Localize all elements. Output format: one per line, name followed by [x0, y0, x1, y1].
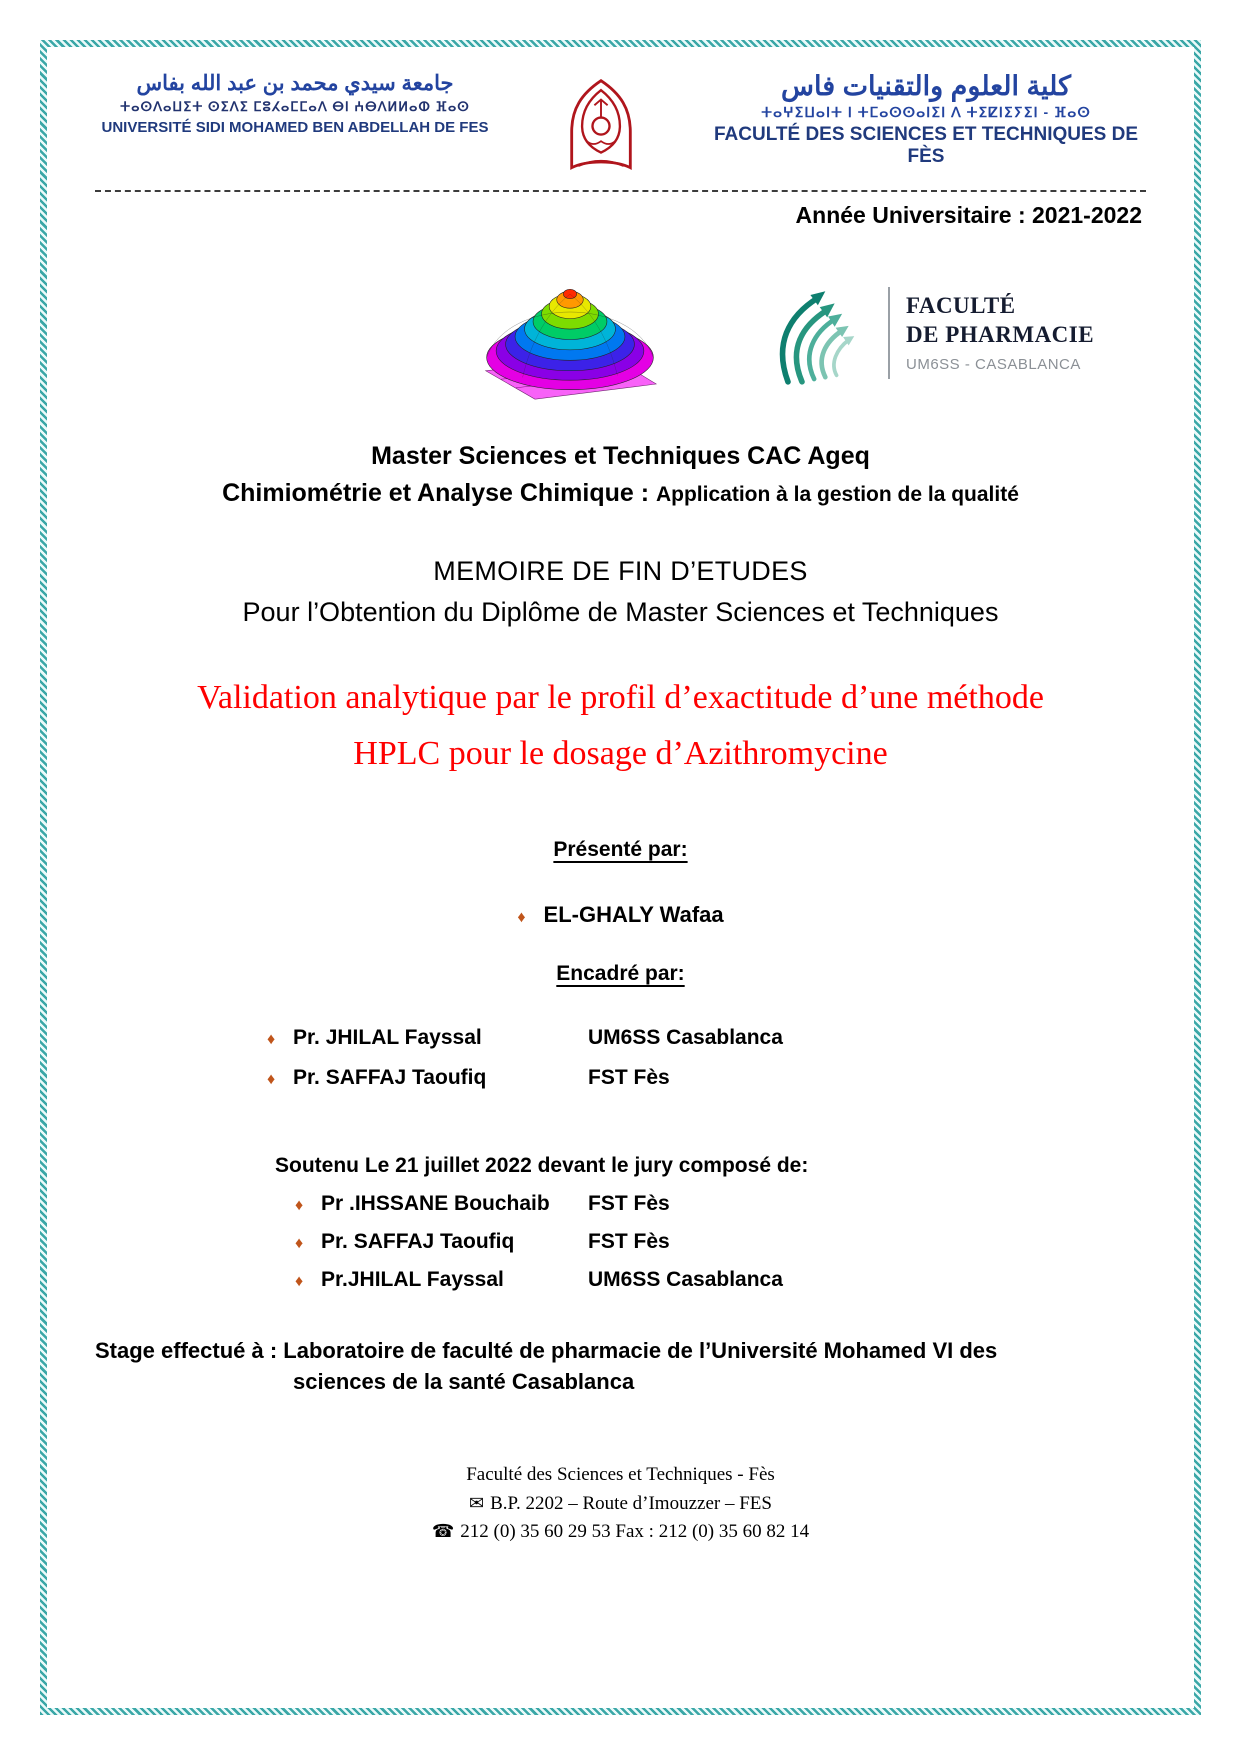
thesis-title-line1: Validation analytique par le profil d’exactitude d’une méthode — [197, 679, 1044, 716]
pharmacy-name-line3: UM6SS - CASABLANCA — [906, 356, 1081, 374]
cover-page — [49, 47, 1192, 1571]
pharmacy-logo-divider — [888, 287, 890, 379]
logos-row — [480, 255, 1146, 410]
jury-member-affiliation: UM6SS Casablanca — [588, 1268, 783, 1292]
diamond-bullet-icon: ♦ — [267, 1031, 276, 1049]
university-name-french: UNIVERSITÉ SIDI MOHAMED BEN ABDELLAH DE FES — [101, 119, 489, 136]
faculty-block-right — [706, 71, 1146, 168]
supervisor-affiliation: FST Fès — [588, 1066, 670, 1090]
pharmacy-logo-text — [906, 292, 1094, 374]
jury-member-name: Pr.JHILAL Fayssal — [321, 1268, 504, 1292]
pharmacy-logo — [760, 273, 1094, 393]
thesis-title-line2: HPLC pour le dosage d’Azithromycine — [353, 735, 888, 773]
diamond-bullet-icon: ♦ — [295, 1235, 304, 1253]
faculty-name-tifinagh: ⵜⴰⵖⵉⵡⴰⵏⵜ ⵏ ⵜⵎⴰⵙⵙⴰⵏⵉⵏ ⴷ ⵜⵉⵇⵏⵉⵢⵉⵏ - ⴼⴰⵙ — [761, 104, 1091, 120]
student-name: EL-GHALY Wafaa — [543, 902, 724, 928]
jury-list — [295, 1192, 1146, 1292]
diamond-bullet-icon: ♦ — [295, 1197, 304, 1215]
program-application: Application à la gestion de la qualité — [655, 483, 1019, 506]
supervised-by-heading: Encadré par: — [556, 962, 685, 986]
supervisor-name: Pr. SAFFAJ Taoufiq — [293, 1066, 487, 1090]
program-specialty: Chimiométrie et Analyse Chimique : — [222, 479, 656, 507]
internship-note-line2: sciences de la santé Casablanca — [293, 1369, 635, 1395]
footer-postal-line — [95, 1490, 1146, 1519]
jury-member-name: Pr .IHSSANE Bouchaib — [321, 1192, 550, 1216]
pharmacy-arrows-icon — [760, 273, 872, 393]
diamond-bullet-icon: ♦ — [267, 1071, 276, 1089]
mail-icon: ✉ — [469, 1492, 485, 1513]
supervised-by-section — [95, 962, 1146, 986]
jury-member-affiliation: FST Fès — [588, 1192, 670, 1216]
jury-member-name: Pr. SAFFAJ Taoufiq — [321, 1230, 515, 1254]
diamond-bullet-icon: ♦ — [517, 909, 526, 927]
faculty-name-french: FACULTÉ DES SCIENCES ET TECHNIQUES DE FÈS — [713, 124, 1139, 167]
supervisors-list — [267, 1026, 1146, 1090]
master-program-subtitle — [95, 479, 1146, 508]
surface-plot-image — [480, 255, 660, 410]
footer-phone-line — [95, 1518, 1146, 1547]
presented-by-section — [95, 838, 1146, 862]
university-emblem-icon — [557, 75, 645, 184]
footer-postal-address: B.P. 2202 – Route d’Imouzzer – FES — [490, 1492, 772, 1514]
memoire-subheading: Pour l’Obtention du Diplôme de Master Sciences et Techniques — [242, 597, 999, 627]
student-name-row — [95, 902, 1146, 928]
university-header — [95, 71, 1146, 184]
academic-year: Année Universitaire : 2021-2022 — [795, 202, 1142, 228]
university-block-left — [95, 71, 495, 136]
memoire-heading: MEMOIRE DE FIN D’ETUDES — [433, 556, 808, 586]
footer-address — [95, 1461, 1146, 1547]
phone-icon: ☎ — [431, 1521, 455, 1542]
jury-member-affiliation: FST Fès — [588, 1230, 670, 1254]
presented-by-heading: Présenté par: — [553, 838, 688, 862]
diamond-bullet-icon: ♦ — [295, 1273, 304, 1291]
pharmacy-name-line1: FACULTÉ — [906, 292, 1016, 318]
supervisor-name: Pr. JHILAL Fayssal — [293, 1026, 482, 1050]
dashed-separator — [95, 190, 1146, 192]
footer-phone-numbers: 212 (0) 35 60 29 53 Fax : 212 (0) 35 60 82 14 — [460, 1521, 810, 1543]
supervisor-affiliation: UM6SS Casablanca — [588, 1026, 783, 1050]
pharmacy-name-line2: DE PHARMACIE — [906, 321, 1095, 347]
university-name-arabic: جامعة سيدي محمد بن عبد الله بفاس — [136, 72, 454, 95]
master-program-title: Master Sciences et Techniques CAC Ageq — [371, 442, 870, 470]
thesis-title — [95, 670, 1146, 782]
internship-note-line1: Stage effectué à : Laboratoire de faculté de pharmacie de l’Université Mohamed VI des — [95, 1338, 998, 1364]
internship-note — [95, 1338, 1146, 1395]
faculty-name-arabic: كلية العلوم والتقنيات فاس — [781, 71, 1071, 101]
footer-faculty-name: Faculté des Sciences et Techniques - Fès — [466, 1464, 775, 1486]
jury-heading: Soutenu Le 21 juillet 2022 devant le jury composé de: — [275, 1154, 809, 1178]
university-name-tifinagh: ⵜⴰⵙⴷⴰⵡⵉⵜ ⵙⵉⴷⵉ ⵎⵓⵃⴰⵎⵎⴰⴷ ⴱⵏ ⵄⴱⴷⵍⵍⴰⵀ ⴼⴰⵙ — [120, 99, 470, 114]
